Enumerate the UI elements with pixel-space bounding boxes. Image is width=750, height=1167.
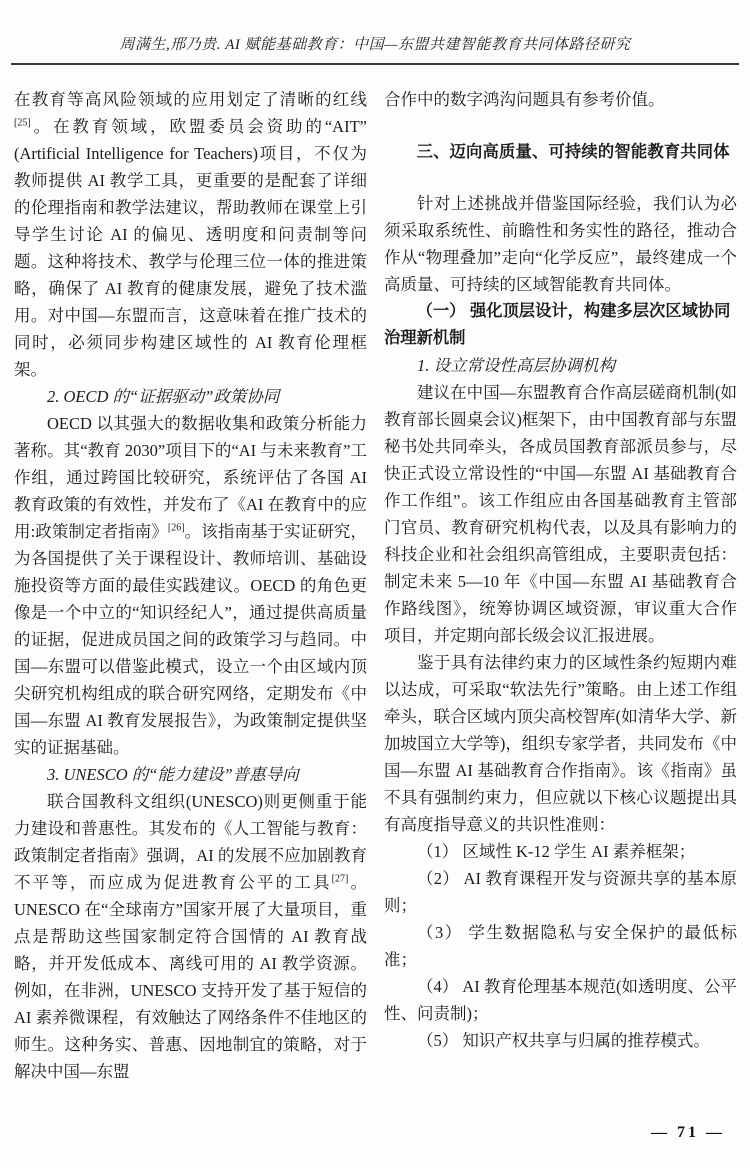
two-column-body [0, 65, 750, 1085]
list-item-3: （3） 学生数据隐私与安全保护的最低标准； [384, 923, 737, 969]
citation-ref-25: [25] [14, 117, 31, 129]
paragraph-text: 联合国教科文组织(UNESCO)则更侧重于能力建设和普惠性。其发布的《人工智能与教育：政策制定者指南》强调，AI 的发展不应加剧教育不平等，而应成为促进教育公平的工具 [14, 792, 367, 892]
heading-unesco: 3. UNESCO 的“能力建设”普惠导向 [47, 765, 299, 784]
paragraph-text: 。该指南基于实证研究，为各国提供了关于课程设计、教师培训、基础设施投资等方面的最佳实践建议。OECD 的角色更像是一个中立的“知识经纪人”，通过提供高质量的证据，促进成员国之间的政策学习与趋同。中国—东盟可以借鉴此模式，设立一个由区域内顶尖研究机构组成的联合研究网络，定期发布《中国—东盟 AI 教育发展报告》，为政策制定提供坚实的证据基础。 [14, 522, 368, 757]
paragraph-intro: 针对上述挑战并借鉴国际经验，我们认为必须采取系统性、前瞻性和务实性的路径，推动合作从“物理叠加”走向“化学反应”，最终建成一个高质量、可持续的区域智能教育共同体。 [384, 194, 737, 294]
paragraph-unesco [14, 788, 367, 1085]
list-item-4: （4） AI 教育伦理基本规范(如透明度、公平性、问责制)； [384, 977, 737, 1023]
left-column [14, 86, 367, 1085]
item-heading-coordination: 1. 设立常设性高层协调机构 [417, 356, 615, 375]
page-number: — 71 — [651, 1124, 725, 1141]
paragraph-text: 。UNESCO 在“全球南方”国家开展了大量项目，重点是帮助这些国家制定符合国情的 AI 教育战略，并开发低成本、离线可用的 AI 教学资源。例如，在非洲，UNESCO 支持开发了基于短信的 AI 素养微课程，有效触达了网络条件不佳地区的师生。这种务实、普惠、因地制宜的策略，对于解决中国—东盟 [14, 873, 368, 1081]
citation-ref-27: [27] [331, 873, 349, 885]
paragraph-eu-project [14, 86, 367, 383]
paragraph-continuation: 合作中的数字鸿沟问题具有参考价值。 [384, 90, 665, 109]
right-column [384, 86, 737, 1085]
citation-ref-26: [26] [167, 522, 185, 534]
paragraph-softlaw: 鉴于具有法律约束力的区域性条约短期内难以达成，可采取“软法先行”策略。由上述工作组牵头，联合区域内顶尖高校智库(如清华大学、新加坡国立大学等)，组织专家学者，共同发布《中国—东盟 AI 基础教育合作指南》。该《指南》虽不具有强制约束力，但应就以下核心议题提出具有高度指导意义的共识性准则： [384, 653, 737, 834]
paragraph-text: OECD 以其强大的数据收集和政策分析能力著称。其“教育 2030”项目下的“AI 与未来教育”工作组，通过跨国比较研究，系统评估了各国 AI 教育政策的有效性，并发布了《AI 在教育中的应用:政策制定者指南》 [14, 414, 367, 541]
paragraph-mechanism: 建议在中国—东盟教育合作高层磋商机制(如教育部长圆桌会议)框架下，由中国教育部与东盟秘书处共同牵头，各成员国教育部派员参与，尽快正式设立常设性的“中国—东盟 AI 基础教育合作工作组”。该工作组应由各国基础教育主管部门官员、教育研究机构代表，以及具有影响力的科技企业和社会组织高管组成，主要职责包括：制定未来 5—10 年《中国—东盟 AI 基础教育合作路线图》，统筹协调区域资源，审议重大合作项目，并定期向部长级会议汇报进展。 [384, 383, 737, 645]
paragraph-oecd [14, 410, 367, 761]
list-item-1: （1） 区域性 K-12 学生 AI 素养框架； [417, 842, 696, 861]
list-item-5: （5） 知识产权共享与归属的推荐模式。 [417, 1031, 710, 1050]
list-item-2: （2） AI 教育课程开发与资源共享的基本原则； [384, 869, 737, 915]
heading-oecd: 2. OECD 的“证据驱动”政策协同 [47, 387, 280, 406]
paragraph-text: 。在教育领域，欧盟委员会资助的“AIT”(Artificial Intelligence for Teachers)项目，不仅为教师提供 AI 教学工具，更重要的是配套了详细的伦理指南和教学法建议，帮助教师在课堂上引导学生讨论 AI 的偏见、透明度和问责制等问题。这种将技术、教学与伦理三位一体的推进策略，确保了 AI 教育的健康发展，避免了技术滥用。对中国—东盟而言，这意味着在推广技术的同时，必须同步构建区域性的 AI 教育伦理框架。 [14, 117, 367, 379]
running-title: 周满生,邢乃贵. AI 赋能基础教育：中国—东盟共建智能教育共同体路径研究 [119, 37, 631, 53]
paragraph-text: 在教育等高风险领域的应用划定了清晰的红线 [14, 90, 367, 109]
sub-heading-one: （一） 强化顶层设计，构建多层次区域协同治理新机制 [384, 302, 731, 347]
section-heading-three: 三、迈向高质量、可持续的智能教育共同体 [416, 143, 730, 161]
